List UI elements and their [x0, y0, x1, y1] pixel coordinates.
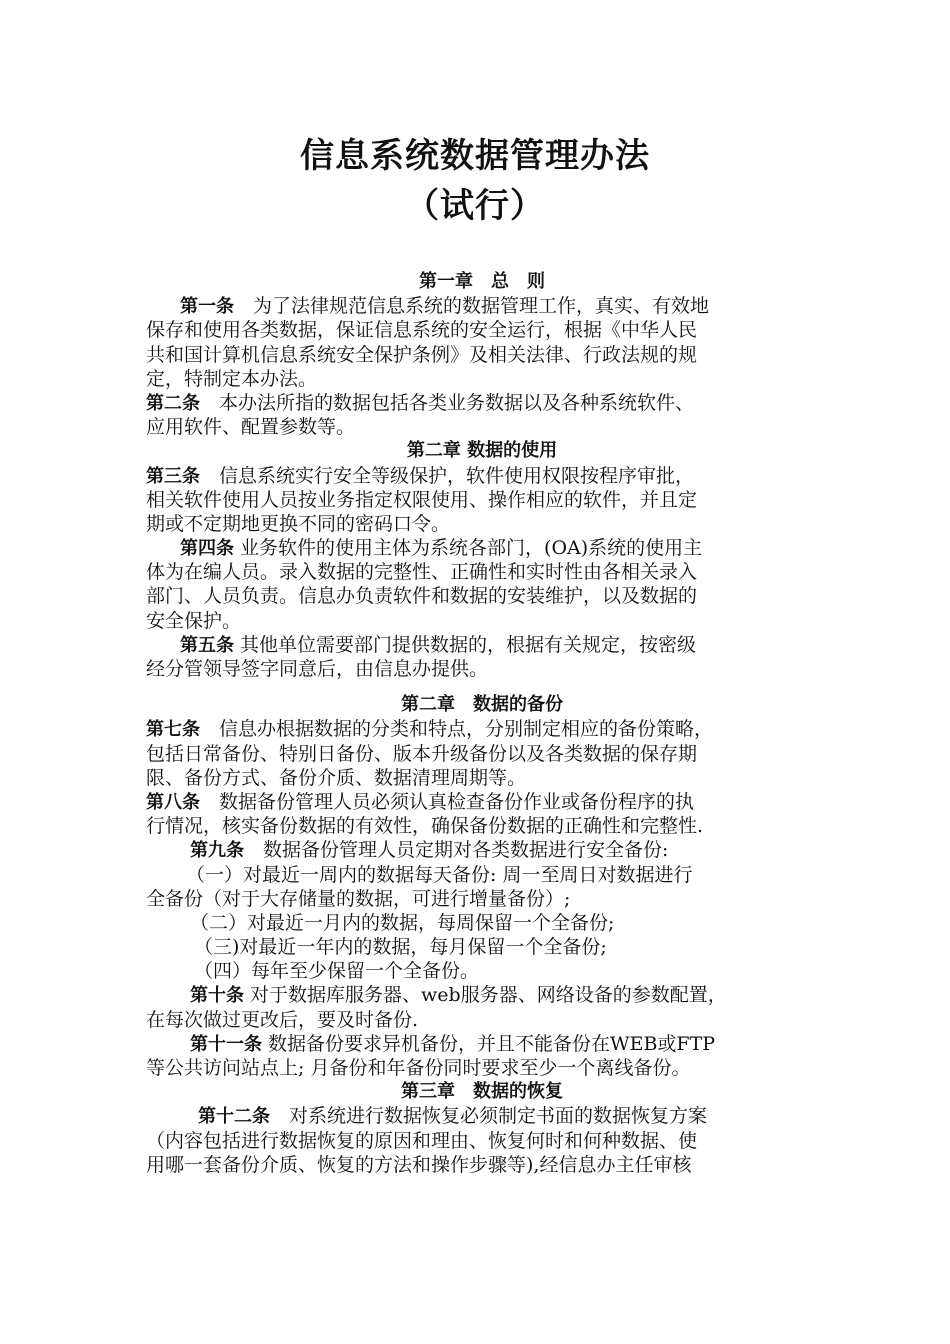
article-10-line: [146, 983, 818, 1007]
article-label: 第二条: [146, 392, 200, 414]
article-text: 保存和使用各类数据，保证信息系统的安全运行，根据《中华人民: [146, 319, 698, 342]
document-title: 信息系统数据管理办法: [300, 136, 650, 176]
article-text: 用哪一套备份介质、恢复的方法和操作步骤等),经信息办主任审核: [146, 1153, 692, 1176]
article-text: 包括日常备份、特别日备份、版本升级备份以及各类数据的保存期: [146, 742, 698, 765]
article-text: 应用软件、配置参数等。: [146, 416, 356, 439]
article-text: 体为在编人员。录入数据的完整性、正确性和实时性由各相关录入: [146, 561, 698, 584]
chapter-heading: 第二章 数据的使用: [406, 440, 558, 462]
chapter-heading: 第一章 总 则: [419, 271, 545, 292]
chapter-heading: 第二章 数据的备份: [401, 694, 563, 716]
article-text: 信息系统实行安全等级保护，软件使用权限按程序审批，: [200, 464, 695, 487]
list-item: （一）对最近一周内的数据每天备份: 周一至周日对数据进行: [186, 863, 693, 886]
article-label: 第八条: [146, 791, 200, 813]
list-item: （三)对最近一年内的数据，每月保留一个全备份;: [194, 936, 607, 959]
article-text: 本办法所指的数据包括各类业务数据以及各种系统软件、: [200, 391, 695, 414]
section-gap: [146, 681, 818, 693]
article-text: 部门、人员负责。信息办负责软件和数据的安装维护，以及数据的: [146, 585, 698, 608]
article-text: 相关软件使用人员按业务指定权限使用、操作相应的软件，并且定: [146, 488, 698, 511]
article-text: 为了法律规范信息系统的数据管理工作，真实、有效地: [234, 295, 710, 318]
list-item: （四）每年至少保留一个全备份。: [194, 960, 480, 983]
article-8-line: [146, 790, 818, 814]
article-label: 第四条: [180, 538, 234, 560]
article-9-line: [146, 838, 818, 862]
article-text: 对于数据库服务器、web服务器、网络设备的参数配置，: [244, 984, 727, 1007]
article-text: 期或不定期地更换不同的密码口令。: [146, 512, 451, 535]
article-2-line: [146, 391, 818, 415]
chapter-heading: 第三章 数据的恢复: [401, 1081, 563, 1103]
article-text: 其他单位需要部门提供数据的，根据有关规定，按密级: [234, 633, 697, 656]
article-12-line: [146, 1104, 818, 1128]
article-4-line: [146, 536, 818, 560]
article-text: 在每次做过更改后，要及时备份.: [146, 1008, 419, 1031]
article-text: （内容包括进行数据恢复的原因和理由、恢复何时和何种数据、使: [146, 1129, 698, 1152]
article-text: 对系统进行数据恢复必须制定书面的数据恢复方案: [270, 1105, 708, 1128]
list-item: 全备份（对于大存储量的数据，可进行增量备份）;: [146, 887, 571, 910]
article-text: 数据备份管理人员必须认真检查备份作业或备份程序的执: [200, 790, 695, 813]
article-text: 业务软件的使用主体为系统各部门，(OA)系统的使用主: [234, 537, 703, 560]
article-text: 经分管领导签字同意后，由信息办提供。: [146, 658, 489, 680]
article-11-line: [146, 1032, 818, 1056]
document-body: [146, 270, 818, 1177]
article-text: 数据备份要求异机备份，并且不能备份在WEB或FTP: [262, 1032, 716, 1055]
article-label: 第五条: [180, 634, 234, 656]
article-label: 第十一条: [190, 1033, 262, 1055]
article-text: 共和国计算机信息系统安全保护条例》及相关法律、行政法规的规: [146, 343, 698, 366]
article-5-line: [146, 633, 818, 657]
article-text: 限、备份方式、备份介质、数据清理周期等。: [146, 766, 527, 789]
article-label: 第十二条: [198, 1106, 270, 1128]
article-text: 数据备份管理人员定期对各类数据进行安全备份:: [244, 839, 669, 862]
document-subtitle: （试行）: [405, 186, 545, 226]
article-label: 第七条: [146, 719, 200, 741]
article-label: 第一条: [180, 296, 234, 318]
article-text: 安全保护。: [146, 609, 242, 632]
article-label: 第三条: [146, 465, 200, 487]
article-label: 第十条: [190, 985, 244, 1007]
article-1-line: [146, 294, 818, 318]
article-text: 定，特制定本办法。: [146, 367, 318, 390]
article-3-line: [146, 464, 818, 488]
article-7-line: [146, 717, 818, 741]
list-item: （二）对最近一月内的数据，每周保留一个全备份;: [190, 911, 615, 934]
article-text: 行情况，核实备份数据的有效性，确保备份数据的正确性和完整性.: [146, 815, 704, 838]
article-text: 等公共访问站点上; 月备份和年备份同时要求至少一个离线备份。: [146, 1057, 691, 1079]
article-text: 信息办根据数据的分类和特点，分别制定相应的备份策略，: [200, 718, 714, 741]
article-label: 第九条: [190, 840, 244, 862]
